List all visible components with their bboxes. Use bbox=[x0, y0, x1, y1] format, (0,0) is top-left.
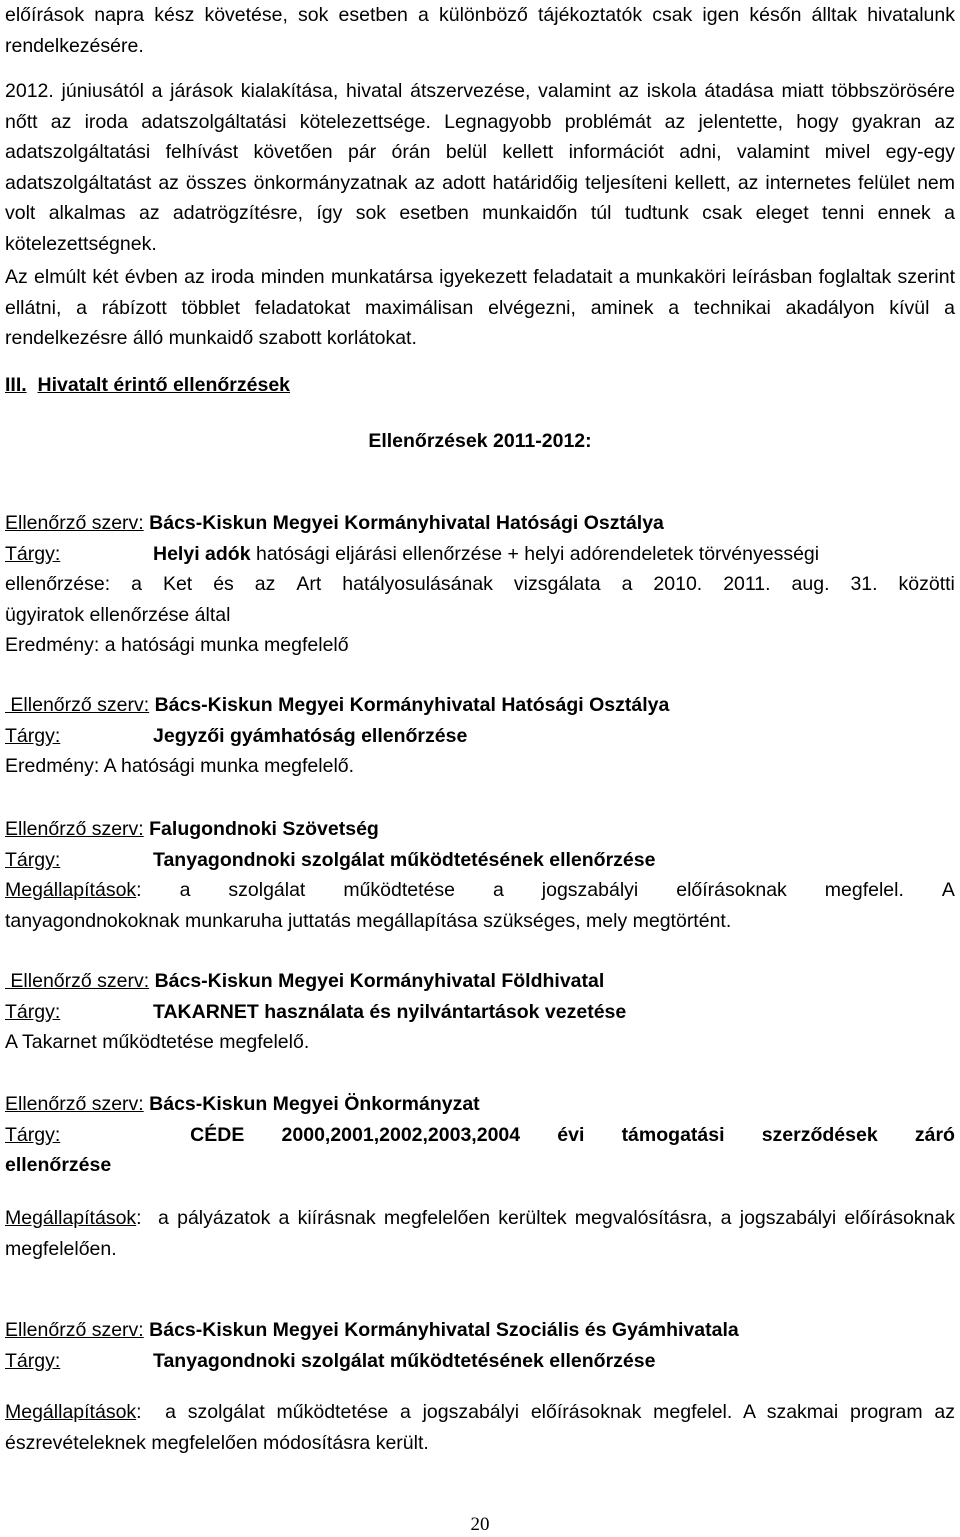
subject-label: Tárgy: bbox=[5, 1000, 61, 1023]
inspection-4 bbox=[5, 966, 955, 1058]
section-heading bbox=[5, 370, 290, 401]
subject-line-2: ellenőrzése bbox=[5, 1154, 112, 1176]
inspection-1 bbox=[5, 508, 955, 661]
paragraph-intro-2: 2012. júniusától a járások kialakítása, hivatal átszervezése, valamint az iskola átadása miatt többszörösére nőtt az iroda adatszolgáltatási kötelezettsége. Legnagyobb problémát az jelentette, hogy gyakran az adatszolgáltatási felhívást követően pár órán belül kellett információt adni, valamint mivel egy-egy adatszolgáltatást az összes önkormányzatnak az adott határidőig teljesíteni kellett, az internetes felület nem volt alkalmas az adatrögzítésre, így sok esetben munkaidőn túl tudtunk csak eleget tenni ennek a kötelezettségnek. bbox=[5, 80, 955, 255]
inspection-6-findings: Megállapítások: a szolgálat működtetése a jogszabályi előírásoknak megfelel. A szakmai program az észrevételeknek megfelelően módosításra került. bbox=[5, 1401, 955, 1454]
section-subtitle: Ellenőrzések 2011-2012: bbox=[368, 430, 592, 452]
findings-label: Megállapítások bbox=[5, 879, 137, 901]
subject-line-2: ellenőrzése: a Ket és az Art hatályosulásának vizsgálata a 2010. 2011. aug. 31. közötti bbox=[5, 573, 955, 595]
finding: a pályázatok a kiírásnak megfelelően kerültek megvalósításra, a jogszabályi előírásoknak megfelelően. bbox=[5, 1207, 955, 1260]
org-label: Ellenőrző szerv: bbox=[10, 970, 150, 992]
subject-label: Tárgy: bbox=[5, 1349, 61, 1372]
org-label: Ellenőrző szerv: bbox=[5, 512, 144, 534]
org-label: Ellenőrző szerv: bbox=[5, 818, 144, 840]
findings-label: Megállapítások bbox=[5, 1207, 137, 1229]
page-number: 20 bbox=[470, 1514, 490, 1535]
paragraph-intro-1: előírások napra kész követése, sok esetben a különböző tájékoztatók csak igen későn álltak hivatalunk rendelkezésére. bbox=[5, 4, 955, 57]
subject-label: Tárgy: bbox=[5, 848, 61, 871]
findings-label: Megállapítások bbox=[5, 1401, 137, 1423]
org-label: Ellenőrző szerv: bbox=[10, 694, 150, 716]
result: A Takarnet működtetése megfelelő. bbox=[5, 1031, 310, 1053]
org-name: Bács-Kiskun Megyei Kormányhivatal Szociális és Gyámhivatala bbox=[149, 1319, 739, 1341]
finding-line-1: Megállapítások: a szolgálat működtetése a jogszabályi előírásoknak megfelel. A bbox=[5, 879, 955, 901]
inspection-2 bbox=[5, 690, 955, 782]
org-name: Bács-Kiskun Megyei Kormányhivatal Hatósági Osztálya bbox=[149, 512, 664, 534]
inspection-3 bbox=[5, 814, 955, 936]
org-name: Bács-Kiskun Megyei Kormányhivatal Földhivatal bbox=[154, 970, 605, 992]
paragraph-intro-3: Az elmúlt két évben az iroda minden munkatársa igyekezett feladatait a munkaköri leírásban foglaltak szerint ellátni, a rábízott többlet feladatokat maximálisan elvégezni, aminek a technikai akadályon kívül a rendelkezésre álló munkaidő szabott korlátokat. bbox=[5, 266, 955, 349]
section-title: Hivatalt érintő ellenőrzések bbox=[37, 374, 291, 396]
subject-label: Tárgy: bbox=[5, 542, 61, 565]
subject-line-1: Tárgy: CÉDE 2000,2001,2002,2003,2004 évi támogatási szerződések záró bbox=[5, 1123, 955, 1146]
org-label: Ellenőrző szerv: bbox=[5, 1093, 144, 1115]
inspection-5 bbox=[5, 1089, 955, 1181]
org-name: Bács-Kiskun Megyei Kormányhivatal Hatósági Osztálya bbox=[154, 694, 670, 716]
subject-label: Tárgy: bbox=[5, 724, 61, 747]
subject: Tanyagondnoki szolgálat működtetésének ellenőrzése bbox=[153, 1349, 656, 1372]
subject: TAKARNET használata és nyilvántartások vezetése bbox=[153, 1000, 627, 1023]
subject-line-3: ügyiratok ellenőrzése által bbox=[5, 603, 231, 626]
org-name: Bács-Kiskun Megyei Önkormányzat bbox=[149, 1093, 480, 1115]
result: Eredmény: A hatósági munka megfelelő. bbox=[5, 755, 355, 777]
subject-rest: hatósági eljárási ellenőrzése + helyi adórendeletek törvényességi bbox=[255, 542, 820, 565]
section-number: III. bbox=[5, 374, 27, 396]
result: Eredmény: a hatósági munka megfelelő bbox=[5, 634, 349, 656]
subject: Tanyagondnoki szolgálat működtetésének ellenőrzése bbox=[153, 848, 656, 871]
org-name: Falugondnoki Szövetség bbox=[149, 818, 379, 840]
finding: a szolgálat működtetése a jogszabályi előírásoknak megfelel. A szakmai program az észrevételeknek megfelelően módosításra került. bbox=[5, 1401, 955, 1454]
finding-line-2: tanyagondnokoknak munkaruha juttatás megállapítása szükséges, mely megtörtént. bbox=[5, 909, 732, 932]
subject-bold: Helyi adók bbox=[153, 542, 251, 565]
org-label: Ellenőrző szerv: bbox=[5, 1319, 144, 1341]
subject-label: Tárgy: bbox=[5, 1123, 61, 1146]
subject: Jegyzői gyámhatóság ellenőrzése bbox=[153, 724, 468, 747]
inspection-6 bbox=[5, 1315, 955, 1376]
inspection-5-findings: Megállapítások: a pályázatok a kiírásnak megfelelően kerültek megvalósításra, a jogszabályi előírásoknak megfelelően. bbox=[5, 1207, 955, 1260]
